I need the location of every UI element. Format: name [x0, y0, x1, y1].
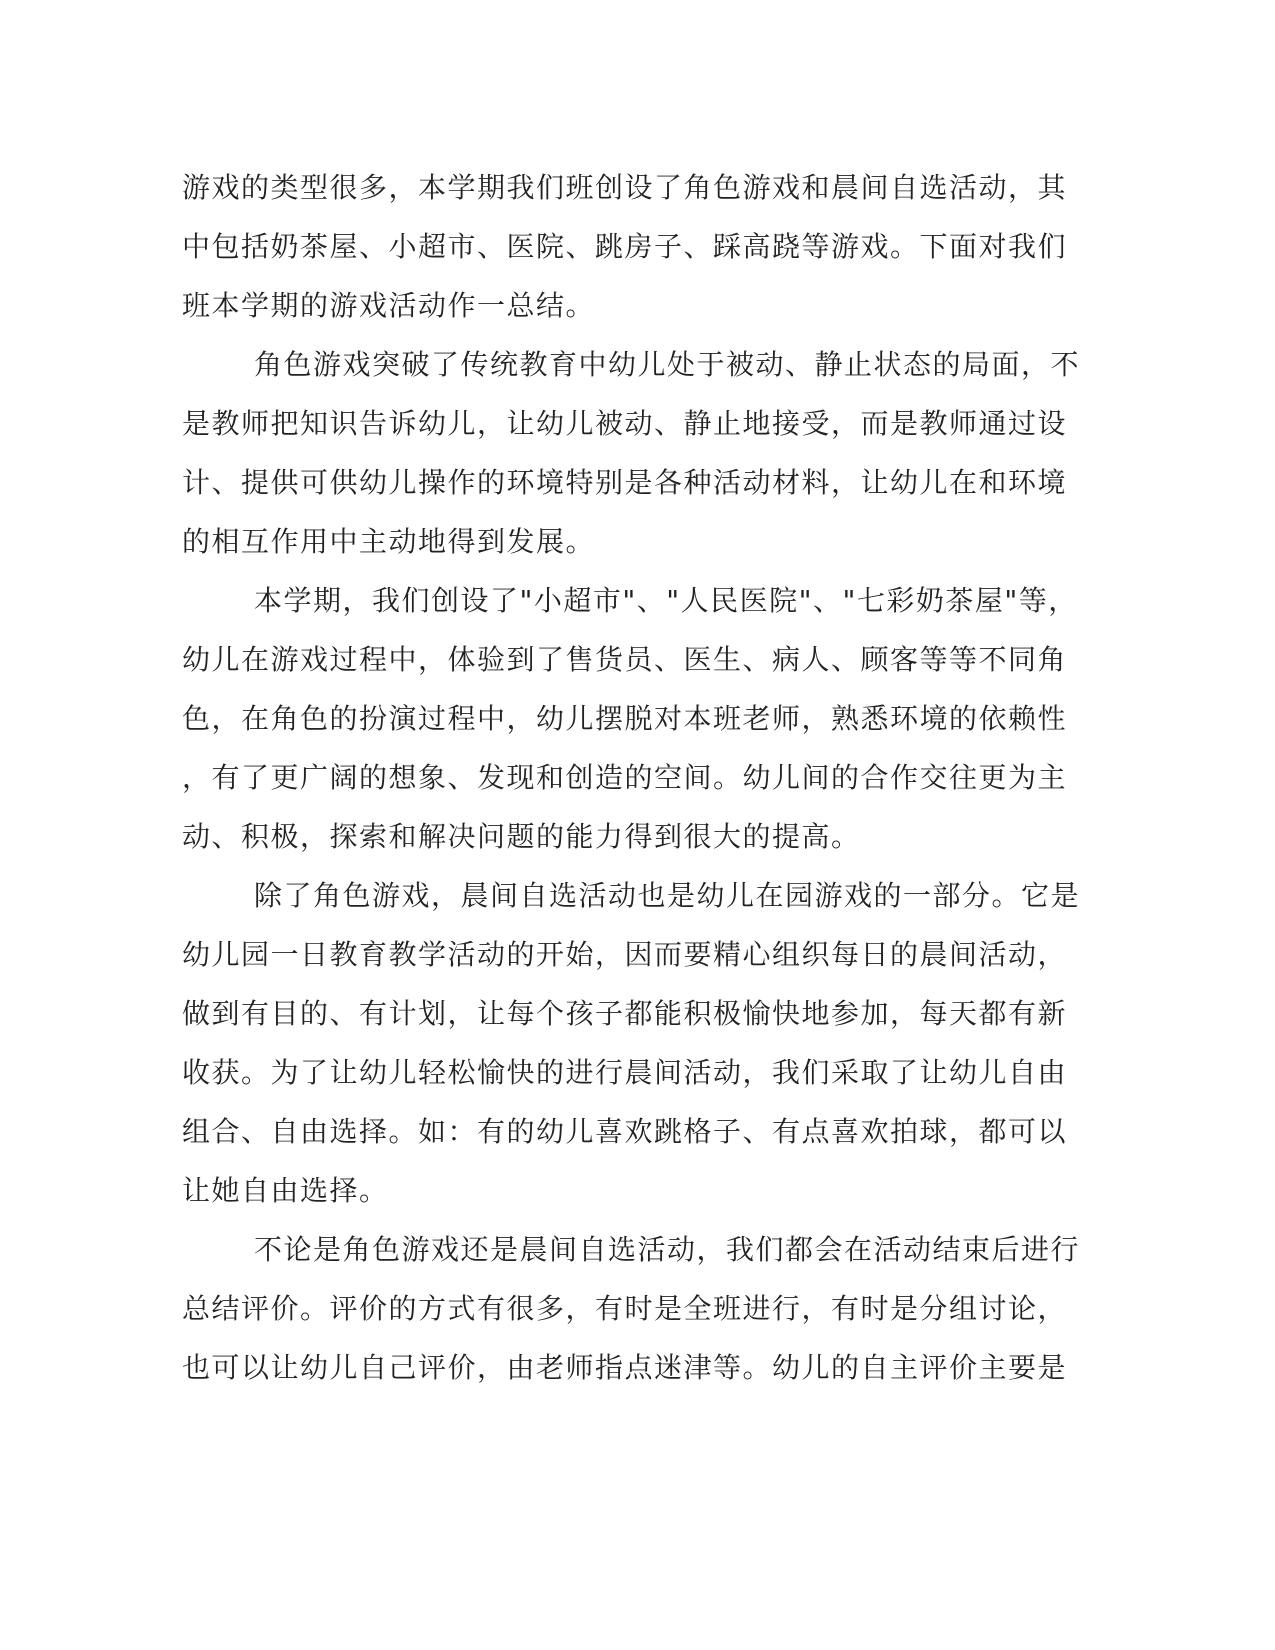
- text-line: 游戏的类型很多，本学期我们班创设了角色游戏和晨间自选活动，其: [182, 171, 1068, 204]
- paragraph-start-line: 除了角色游戏，晨间自选活动也是幼儿在园游戏的一部分。它是: [254, 879, 1081, 912]
- text-line: 也可以让幼儿自己评价，由老师指点迷津等。幼儿的自主评价主要是: [182, 1351, 1068, 1384]
- text-line: 的相互作用中主动地得到发展。: [182, 525, 596, 558]
- text-line: 收获。为了让幼儿轻松愉快的进行晨间活动，我们采取了让幼儿自由: [182, 1056, 1068, 1089]
- text-line: 做到有目的、有计划，让每个孩子都能积极愉快地参加，每天都有新: [182, 997, 1068, 1030]
- text-line: 幼儿园一日教育教学活动的开始，因而要精心组织每日的晨间活动，: [182, 938, 1068, 971]
- text-line: 动、积极，探索和解决问题的能力得到很大的提高。: [182, 820, 861, 853]
- text-line: 班本学期的游戏活动作一总结。: [182, 289, 596, 322]
- paragraph-start-line: 不论是角色游戏还是晨间自选活动，我们都会在活动结束后进行: [254, 1233, 1081, 1266]
- body-text: [182, 158, 1081, 1397]
- text-line: 色，在角色的扮演过程中，幼儿摆脱对本班老师，熟悉环境的依赖性: [182, 702, 1068, 735]
- text-line: 让她自由选择。: [182, 1174, 389, 1207]
- text-line: 是教师把知识告诉幼儿，让幼儿被动、静止地接受，而是教师通过设: [182, 407, 1068, 440]
- paragraph-start-line: 角色游戏突破了传统教育中幼儿处于被动、静止状态的局面，不: [254, 348, 1081, 381]
- text-line: ，有了更广阔的想象、发现和创造的空间。幼儿间的合作交往更为主: [182, 761, 1068, 794]
- text-line: 中包括奶茶屋、小超市、医院、跳房子、踩高跷等游戏。下面对我们: [182, 230, 1068, 263]
- text-line: 组合、自由选择。如：有的幼儿喜欢跳格子、有点喜欢拍球，都可以: [182, 1115, 1068, 1148]
- text-line: 幼儿在游戏过程中，体验到了售货员、医生、病人、顾客等等不同角: [182, 643, 1068, 676]
- text-line: 总结评价。评价的方式有很多，有时是全班进行，有时是分组讨论，: [182, 1292, 1068, 1325]
- paragraph-start-line: 本学期，我们创设了"小超市"、"人民医院"、"七彩奶茶屋"等，: [254, 584, 1078, 617]
- text-line: 计、提供可供幼儿操作的环境特别是各种活动材料，让幼儿在和环境: [182, 466, 1068, 499]
